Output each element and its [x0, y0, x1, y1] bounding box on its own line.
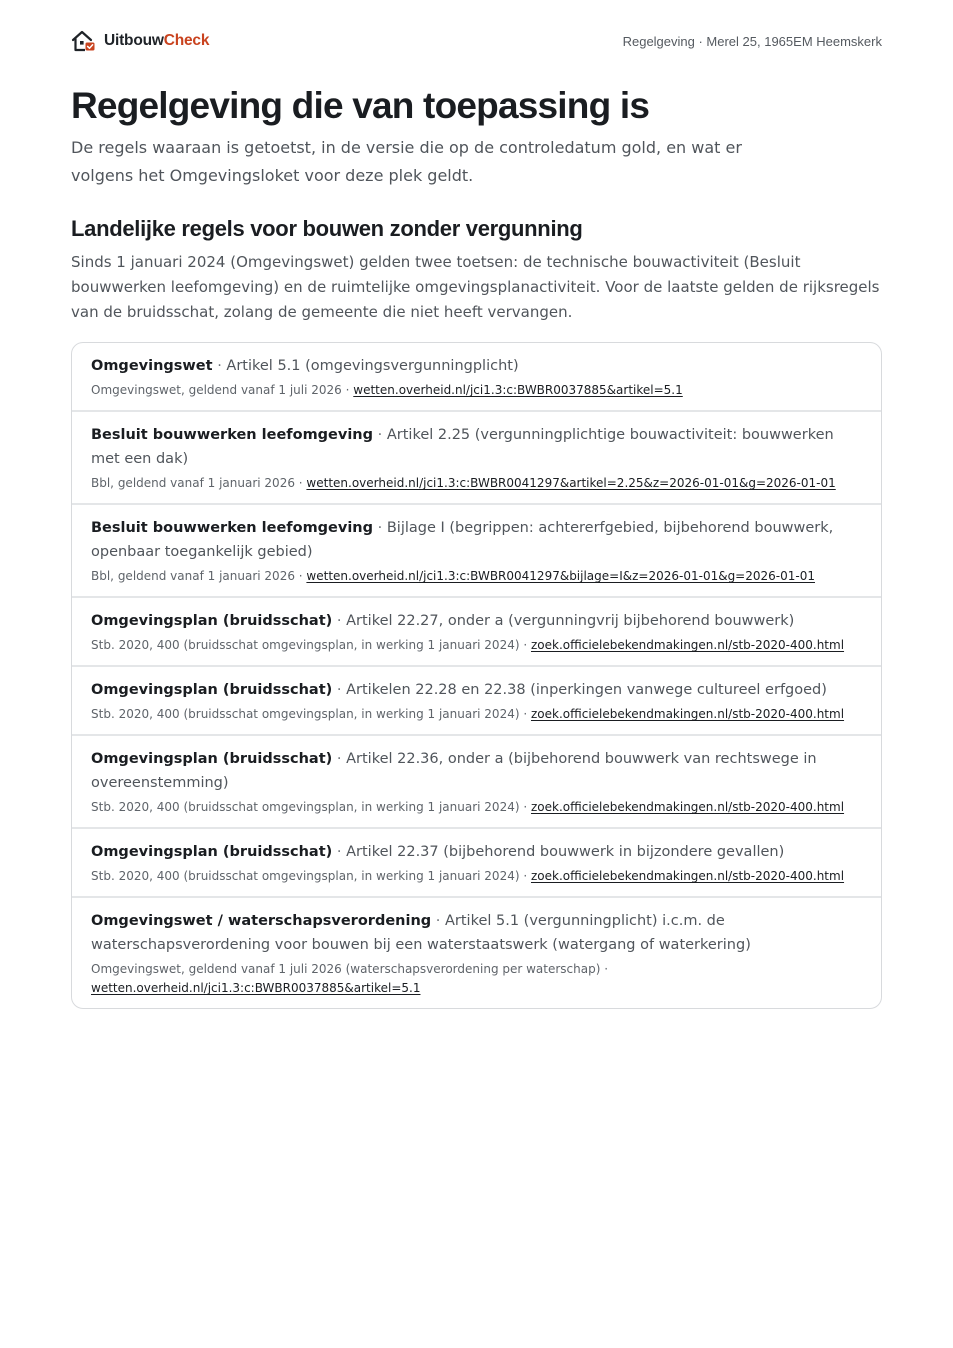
rule-title — [91, 516, 862, 564]
rule-item — [72, 896, 881, 1008]
rule-title — [91, 747, 862, 795]
rule-meta — [91, 636, 862, 655]
section-text: Sinds 1 januari 2024 (Omgevingswet) gelden twee toetsen: de technische bouwactiviteit (Besluit bouwwerken leefomgeving) en de ruimtelijke omgevingsplanactiviteit. Voor de laatste gelden de rijksregels van de bruidsschat, zolang de gemeente die niet heeft vervangen. — [71, 253, 880, 321]
rule-name: Omgevingsplan (bruidsschat) — [91, 613, 333, 629]
rule-article: Artikel 5.1 (omgevingsvergunningplicht) — [226, 358, 519, 374]
rule-separator: · — [217, 358, 222, 374]
rule-source: Omgevingswet, geldend vanaf 1 juli 2026 (waterschapsverordening per waterschap) · — [91, 962, 609, 976]
header — [71, 28, 882, 54]
rule-name: Omgevingswet — [91, 358, 213, 374]
main-content — [71, 82, 882, 1009]
rule-source: Bbl, geldend vanaf 1 januari 2026 · — [91, 476, 303, 490]
rule-item — [72, 827, 881, 896]
rule-meta — [91, 798, 862, 817]
brand-name-part2: Check — [163, 32, 210, 49]
brand-name — [104, 32, 209, 50]
rule-title — [91, 609, 862, 633]
rule-source: Omgevingswet, geldend vanaf 1 juli 2026 · — [91, 383, 350, 397]
rule-separator: · — [336, 751, 342, 767]
rule-item — [72, 503, 881, 596]
rule-item — [72, 410, 881, 503]
rule-meta — [91, 867, 862, 886]
rule-source: Bbl, geldend vanaf 1 januari 2026 · — [91, 569, 303, 583]
rule-list — [71, 342, 882, 1009]
rule-separator: · — [377, 427, 383, 443]
page-title: Regelgeving die van toepassing is — [71, 85, 650, 126]
rule-separator: · — [336, 682, 342, 698]
rule-item — [72, 596, 881, 665]
rule-article: Artikelen 22.28 en 22.38 (inperkingen vanwege cultureel erfgoed) — [346, 682, 827, 698]
rule-meta — [91, 567, 862, 586]
header-meta: Regelgeving · Merel 25, 1965EM Heemskerk — [622, 33, 882, 49]
rule-source: Stb. 2020, 400 (bruidsschat omgevingsplan, in werking 1 januari 2024) · — [91, 707, 528, 721]
rule-link[interactable]: zoek.officielebekendmakingen.nl/stb-2020-400.html — [530, 707, 845, 721]
rule-name: Omgevingswet / waterschapsverordening — [91, 913, 432, 929]
rule-link[interactable]: wetten.overheid.nl/jci1.3:c:BWBR0037885&artikel=5.1 — [91, 981, 421, 995]
section-heading: Landelijke regels voor bouwen zonder vergunning — [71, 216, 583, 241]
rule-source: Stb. 2020, 400 (bruidsschat omgevingsplan, in werking 1 januari 2024) · — [91, 638, 528, 652]
rule-title — [91, 354, 862, 378]
rule-link[interactable]: zoek.officielebekendmakingen.nl/stb-2020-400.html — [530, 869, 845, 883]
rule-separator: · — [435, 913, 441, 929]
rule-name: Besluit bouwwerken leefomgeving — [91, 520, 374, 536]
rule-meta — [91, 960, 862, 998]
rule-article: Artikel 22.27, onder a (vergunningvrij bijbehorend bouwwerk) — [346, 613, 795, 629]
logo[interactable] — [71, 29, 209, 53]
rule-item — [72, 665, 881, 734]
rule-separator: · — [336, 844, 342, 860]
rule-item — [72, 734, 881, 827]
rule-link[interactable]: wetten.overheid.nl/jci1.3:c:BWBR0041297&artikel=2.25&z=2026-01-01&g=2026-01-01 — [306, 476, 836, 490]
rule-link[interactable]: wetten.overheid.nl/jci1.3:c:BWBR0041297&bijlage=I&z=2026-01-01&g=2026-01-01 — [306, 569, 815, 583]
rule-link[interactable]: zoek.officielebekendmakingen.nl/stb-2020-400.html — [530, 800, 845, 814]
house-check-icon — [71, 29, 97, 53]
rule-item — [72, 343, 881, 410]
rule-title — [91, 423, 862, 471]
page-intro: De regels waaraan is getoetst, in de versie die op de controledatum gold, en wat er volgens het Omgevingsloket voor deze plek geldt. — [71, 138, 742, 185]
rule-title — [91, 678, 862, 702]
rule-name: Omgevingsplan (bruidsschat) — [91, 682, 333, 698]
rule-article: Artikel 22.37 (bijbehorend bouwwerk in bijzondere gevallen) — [346, 844, 785, 860]
rule-article: Artikel 2.25 (vergunningplichtige bouwactiviteit: bouwwerken met een dak) — [91, 427, 834, 467]
rule-article: Bijlage I (begrippen: achtererfgebied, bijbehorend bouwwerk, openbaar toegankelijk gebied) — [91, 520, 834, 560]
rule-article: Artikel 5.1 (vergunningplicht) i.c.m. de waterschapsverordening voor bouwen bij een waterstaatswerk (watergang of waterkering) — [91, 913, 751, 953]
rule-name: Omgevingsplan (bruidsschat) — [91, 751, 333, 767]
rule-name: Omgevingsplan (bruidsschat) — [91, 844, 333, 860]
rule-name: Besluit bouwwerken leefomgeving — [91, 427, 374, 443]
rule-link[interactable]: zoek.officielebekendmakingen.nl/stb-2020-400.html — [530, 638, 845, 652]
brand-name-part1: Uitbouw — [104, 32, 164, 49]
rule-meta — [91, 381, 862, 400]
rule-separator: · — [336, 613, 342, 629]
rule-link[interactable]: wetten.overheid.nl/jci1.3:c:BWBR0037885&artikel=5.1 — [353, 383, 683, 397]
rule-source: Stb. 2020, 400 (bruidsschat omgevingsplan, in werking 1 januari 2024) · — [91, 869, 528, 883]
rule-separator: · — [377, 520, 383, 536]
rule-source: Stb. 2020, 400 (bruidsschat omgevingsplan, in werking 1 januari 2024) · — [91, 800, 528, 814]
rule-meta — [91, 705, 862, 724]
rule-article: Artikel 22.36, onder a (bijbehorend bouwwerk van rechtswege in overeenstemming) — [91, 751, 817, 791]
rule-title — [91, 840, 862, 864]
rule-title — [91, 909, 862, 957]
rule-meta — [91, 474, 862, 493]
